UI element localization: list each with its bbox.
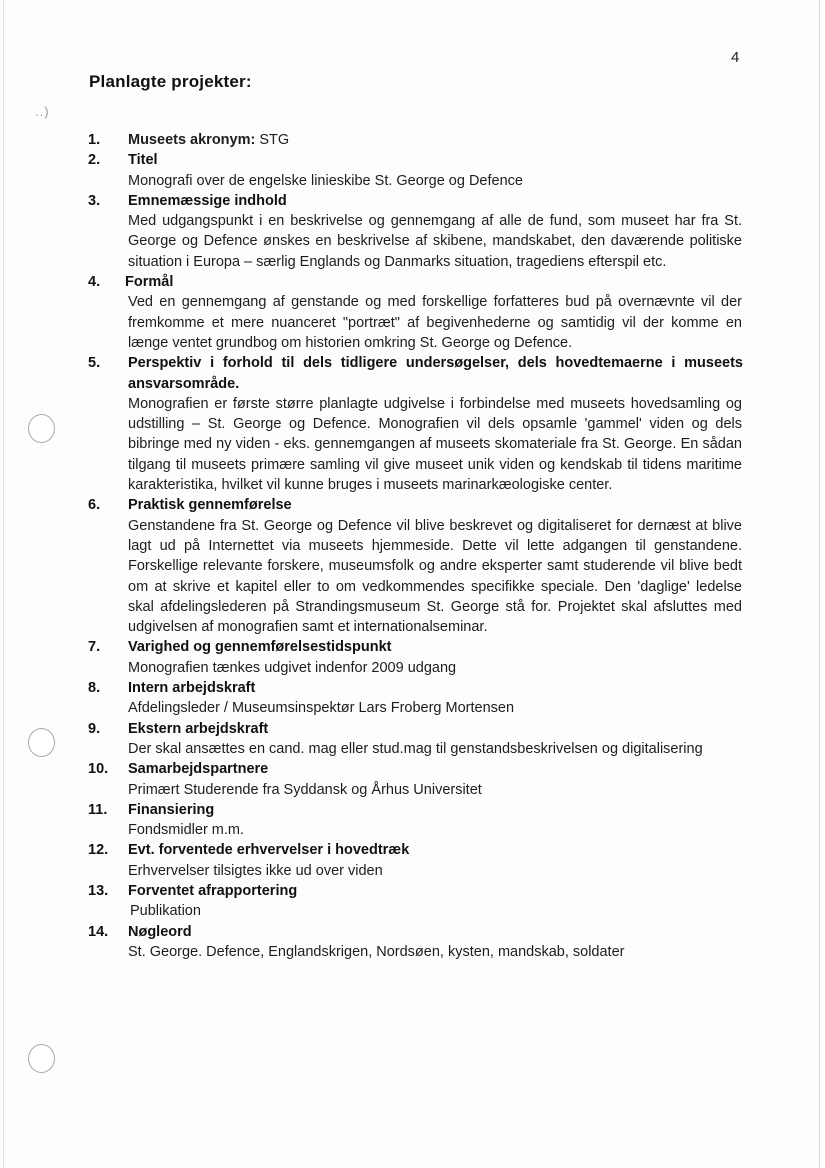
- list-item: [0, 800, 825, 841]
- punch-hole-icon: [28, 1044, 55, 1073]
- list-item: [0, 719, 825, 760]
- project-item-list: [0, 130, 825, 962]
- item-heading: Praktisk gennemførelse: [128, 497, 292, 514]
- list-item: [0, 840, 825, 881]
- item-heading: Formål: [125, 274, 174, 291]
- item-value: STG: [255, 132, 290, 148]
- list-item: [0, 130, 825, 150]
- item-number: 3.: [88, 192, 101, 209]
- item-body: Monografien er første større planlagte udgivelse i forbindelse med museets hovedsamling og udstilling – St. George og Defence. Monografien vil dels opsamle 'gammel' viden og dels bibringe med ny viden - eks. gennemgangen af museets skomateriale fra St. George. En sådan tilgang til museets primære samling vil give museet unik viden og kendskab til tidens maritime karakteristika, hvilket vil kunne bruges i museets marinarkæologiske center.: [128, 395, 742, 494]
- list-item: [0, 191, 825, 272]
- page-number: 4: [731, 49, 740, 66]
- item-body: St. George. Defence, Englandskrigen, Nordsøen, kysten, mandskab, soldater: [128, 943, 625, 960]
- item-body: Publikation: [130, 903, 201, 920]
- item-number: 6.: [88, 497, 101, 514]
- list-item: [0, 881, 825, 922]
- list-item: [0, 678, 825, 719]
- item-number: 12.: [88, 842, 109, 859]
- item-number: 4.: [88, 274, 101, 291]
- item-heading: Samarbejdspartnere: [128, 761, 269, 778]
- list-item: [0, 272, 825, 353]
- item-heading: Nøgleord: [128, 923, 192, 940]
- item-number: 5.: [88, 355, 101, 372]
- list-item: [0, 150, 825, 191]
- item-body: Genstandene fra St. George og Defence vil blive beskrevet og digitaliseret for dernæst at blive lagt ud på Internettet via museets hjemmeside. Dette vil lette adgangen til genstandene. Forskellige relevante forskere, museumsfolk og andre eksperter samt studerende vil blive bedt om at skrive et kapitel eller to om vedkommendes specifikke speciale. Den 'daglige' ledelse skal afdelingslederen på Strandingsmuseum St. George stå for. Projektet skal afsluttes med udgivelsen af monografien samt et internationalseminar.: [128, 517, 742, 636]
- item-number: 9.: [88, 720, 101, 737]
- item-body: Primært Studerende fra Syddansk og Århus Universitet: [128, 781, 482, 798]
- list-item: [0, 759, 825, 800]
- item-body: Fondsmidler m.m.: [128, 822, 245, 839]
- item-body: Monografien tænkes udgivet indenfor 2009 udgang: [128, 659, 457, 676]
- margin-mark: ..): [35, 104, 50, 119]
- item-heading: Emnemæssige indhold: [128, 192, 287, 209]
- item-heading: Finansiering: [128, 801, 215, 818]
- item-line: [128, 130, 746, 150]
- item-body: Med udgangspunkt i en beskrivelse og gennemgang af alle de fund, som museet har fra St. George og Defence ønskes en beskrivelse af skibene, mandskabet, den daværende politiske situation i Europa – særlig Englands og Danmarks situation, tragediens efterspil etc.: [128, 213, 742, 270]
- item-number: 10.: [88, 761, 109, 778]
- item-number: 1.: [88, 132, 101, 148]
- item-body: Der skal ansættes en cand. mag eller stud.mag til genstandsbeskrivelsen og digitalisering: [128, 740, 703, 757]
- item-number: 11.: [88, 801, 108, 818]
- item-body: Erhvervelser tilsigtes ikke ud over viden: [128, 862, 383, 879]
- item-body: Ved en gennemgang af genstande og med forskellige forfatteres bud på overnævnte vil der fremkomme et mere nuanceret "portræt" af begivenhederne og samtidig vil der komme en længe ventet grundbog om historien omkring St. George og Defence.: [128, 294, 742, 351]
- page-title: Planlagte projekter:: [89, 72, 252, 91]
- list-item: [0, 637, 825, 678]
- item-body: Afdelingsleder / Museumsinspektør Lars Froberg Mortensen: [128, 700, 515, 717]
- item-heading: Forventet afrapportering: [128, 882, 298, 899]
- item-label: Museets akronym:: [128, 132, 256, 148]
- item-number: 7.: [88, 639, 101, 656]
- item-heading: Ekstern arbejdskraft: [128, 720, 269, 737]
- list-item: [0, 922, 825, 963]
- item-heading: Varighed og gennemførelsestidspunkt: [128, 639, 392, 656]
- item-heading: Intern arbejdskraft: [128, 680, 256, 697]
- list-item: [0, 495, 825, 637]
- item-number: 8.: [88, 680, 101, 697]
- item-heading: Perspektiv i forhold til dels tidligere undersøgelser, dels hovedtemaerne i museets ansvarsområde.: [128, 355, 743, 392]
- item-number: 13.: [88, 882, 109, 899]
- item-heading: Evt. forventede erhvervelser i hovedtræk: [128, 842, 410, 859]
- item-body: Monografi over de engelske linieskibe St. George og Defence: [128, 172, 523, 189]
- list-item: [0, 353, 825, 495]
- item-number: 14.: [88, 923, 109, 940]
- item-heading: Titel: [128, 152, 158, 169]
- item-number: 2.: [88, 152, 101, 169]
